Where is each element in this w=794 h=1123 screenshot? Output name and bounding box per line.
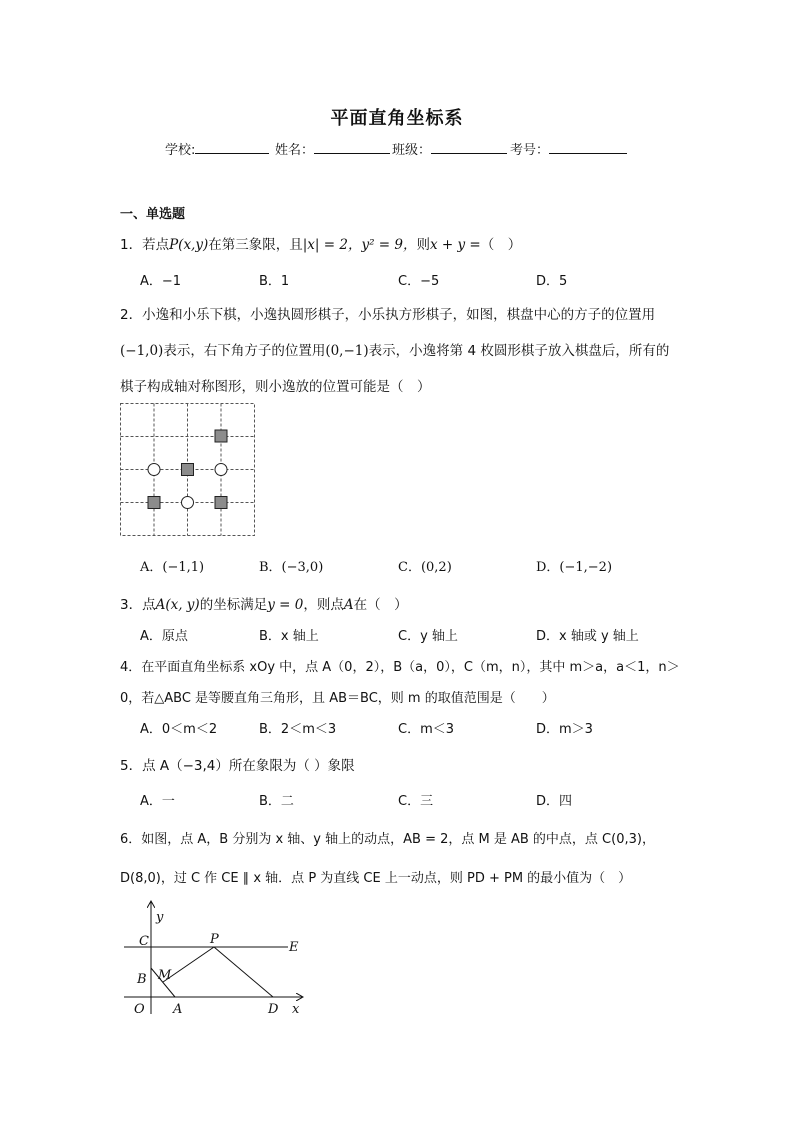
- question-3: 3．点A(x, y)的坐标满足y = 0，则点A在（ ）: [120, 597, 408, 613]
- q4-option-d[interactable]: D．m＞3: [536, 722, 593, 737]
- q3-option-a[interactable]: A．原点: [140, 629, 188, 644]
- square-piece: [182, 464, 194, 476]
- number-label: 考号：: [510, 143, 550, 158]
- page-title: 平面直角坐标系: [330, 108, 464, 129]
- square-piece: [148, 497, 160, 509]
- section-heading: 一、单选题: [120, 207, 186, 222]
- question-4-line-1: 4．在平面直角坐标系 xOy 中，点 A（0，2），B（a，0），C（m，n），其中 m＞a，a＜1，n＞: [120, 660, 680, 675]
- q4-option-b[interactable]: B．2＜m＜3: [259, 722, 337, 737]
- q2-option-d[interactable]: D．(−1,−2): [536, 560, 613, 575]
- number-blank[interactable]: [549, 141, 627, 154]
- q1-option-d[interactable]: D．5: [536, 274, 568, 289]
- name-blank[interactable]: [314, 141, 390, 154]
- label-a: A: [173, 1002, 183, 1017]
- q1-option-a[interactable]: A．−1: [140, 274, 182, 289]
- q5-option-c[interactable]: C．三: [398, 794, 434, 809]
- geometry-figure: [118, 896, 318, 1024]
- q3-option-c[interactable]: C．y 轴上: [398, 629, 458, 644]
- q5-option-d[interactable]: D．四: [536, 794, 573, 809]
- class-blank[interactable]: [431, 141, 507, 154]
- label-m: M: [158, 968, 172, 983]
- label-o: O: [134, 1002, 145, 1017]
- circle-piece: [215, 464, 227, 476]
- label-c: C: [139, 934, 149, 949]
- square-piece: [215, 497, 227, 509]
- label-x: x: [292, 1002, 300, 1017]
- number-field[interactable]: [510, 139, 627, 158]
- square-piece: [215, 430, 227, 442]
- label-y: y: [156, 910, 164, 925]
- segment-pd: [214, 947, 273, 997]
- q2-option-c[interactable]: C．(0,2): [398, 560, 452, 575]
- school-blank[interactable]: [195, 141, 269, 154]
- q2-option-a[interactable]: A．(−1,1): [140, 560, 205, 575]
- label-d: D: [268, 1002, 279, 1017]
- label-e: E: [289, 940, 299, 955]
- question-4-line-2: 0，若△ABC 是等腰直角三角形，且 AB＝BC，则 m 的取值范围是（ ）: [120, 691, 555, 706]
- q1-option-b[interactable]: B．1: [259, 274, 290, 289]
- label-b: B: [137, 972, 147, 987]
- name-label: 姓名：: [275, 143, 315, 158]
- circle-piece: [182, 497, 194, 509]
- q3-option-d[interactable]: D．x 轴或 y 轴上: [536, 629, 639, 644]
- school-field[interactable]: [165, 139, 269, 158]
- question-2-line-3: 棋子构成轴对称图形，则小逸放的位置可能是（ ）: [120, 379, 431, 395]
- class-label: 班级：: [392, 143, 432, 158]
- question-6-line-2: D(8,0)，过 C 作 CE ∥ x 轴．点 P 为直线 CE 上一动点，则 PD + PM 的最小值为（ ）: [120, 871, 632, 886]
- class-field[interactable]: [392, 139, 507, 158]
- name-field[interactable]: [275, 139, 390, 158]
- q3-option-b[interactable]: B．x 轴上: [259, 629, 319, 644]
- q2-option-b[interactable]: B．(−3,0): [259, 560, 324, 575]
- q4-option-a[interactable]: A．0＜m＜2: [140, 722, 218, 737]
- question-6-line-1: 6．如图，点 A，B 分别为 x 轴、y 轴上的动点，AB = 2，点 M 是 AB 的中点，点 C(0,3)，: [120, 832, 655, 847]
- question-1: 1．若点P(x,y)在第三象限，且|x| = 2，y² = 9，则x + y =（ ）: [120, 237, 522, 253]
- q1-option-c[interactable]: C．−5: [398, 274, 440, 289]
- question-2-line-2: (−1,0)表示，右下角方子的位置用(0,−1)表示，小逸将第 4 枚圆形棋子放入棋盘后，所有的: [120, 343, 670, 359]
- q5-option-a[interactable]: A．一: [140, 794, 175, 809]
- q5-option-b[interactable]: B．二: [259, 794, 294, 809]
- q4-option-c[interactable]: C．m＜3: [398, 722, 455, 737]
- label-p: P: [210, 932, 219, 947]
- question-2-line-1: 2．小逸和小乐下棋，小逸执圆形棋子，小乐执方形棋子，如图，棋盘中心的方子的位置用: [120, 307, 656, 323]
- circle-piece: [148, 464, 160, 476]
- question-5: 5．点 A（−3,4）所在象限为（ ）象限: [120, 758, 355, 774]
- school-label: 学校:: [165, 143, 196, 158]
- chessboard-figure: [119, 402, 259, 538]
